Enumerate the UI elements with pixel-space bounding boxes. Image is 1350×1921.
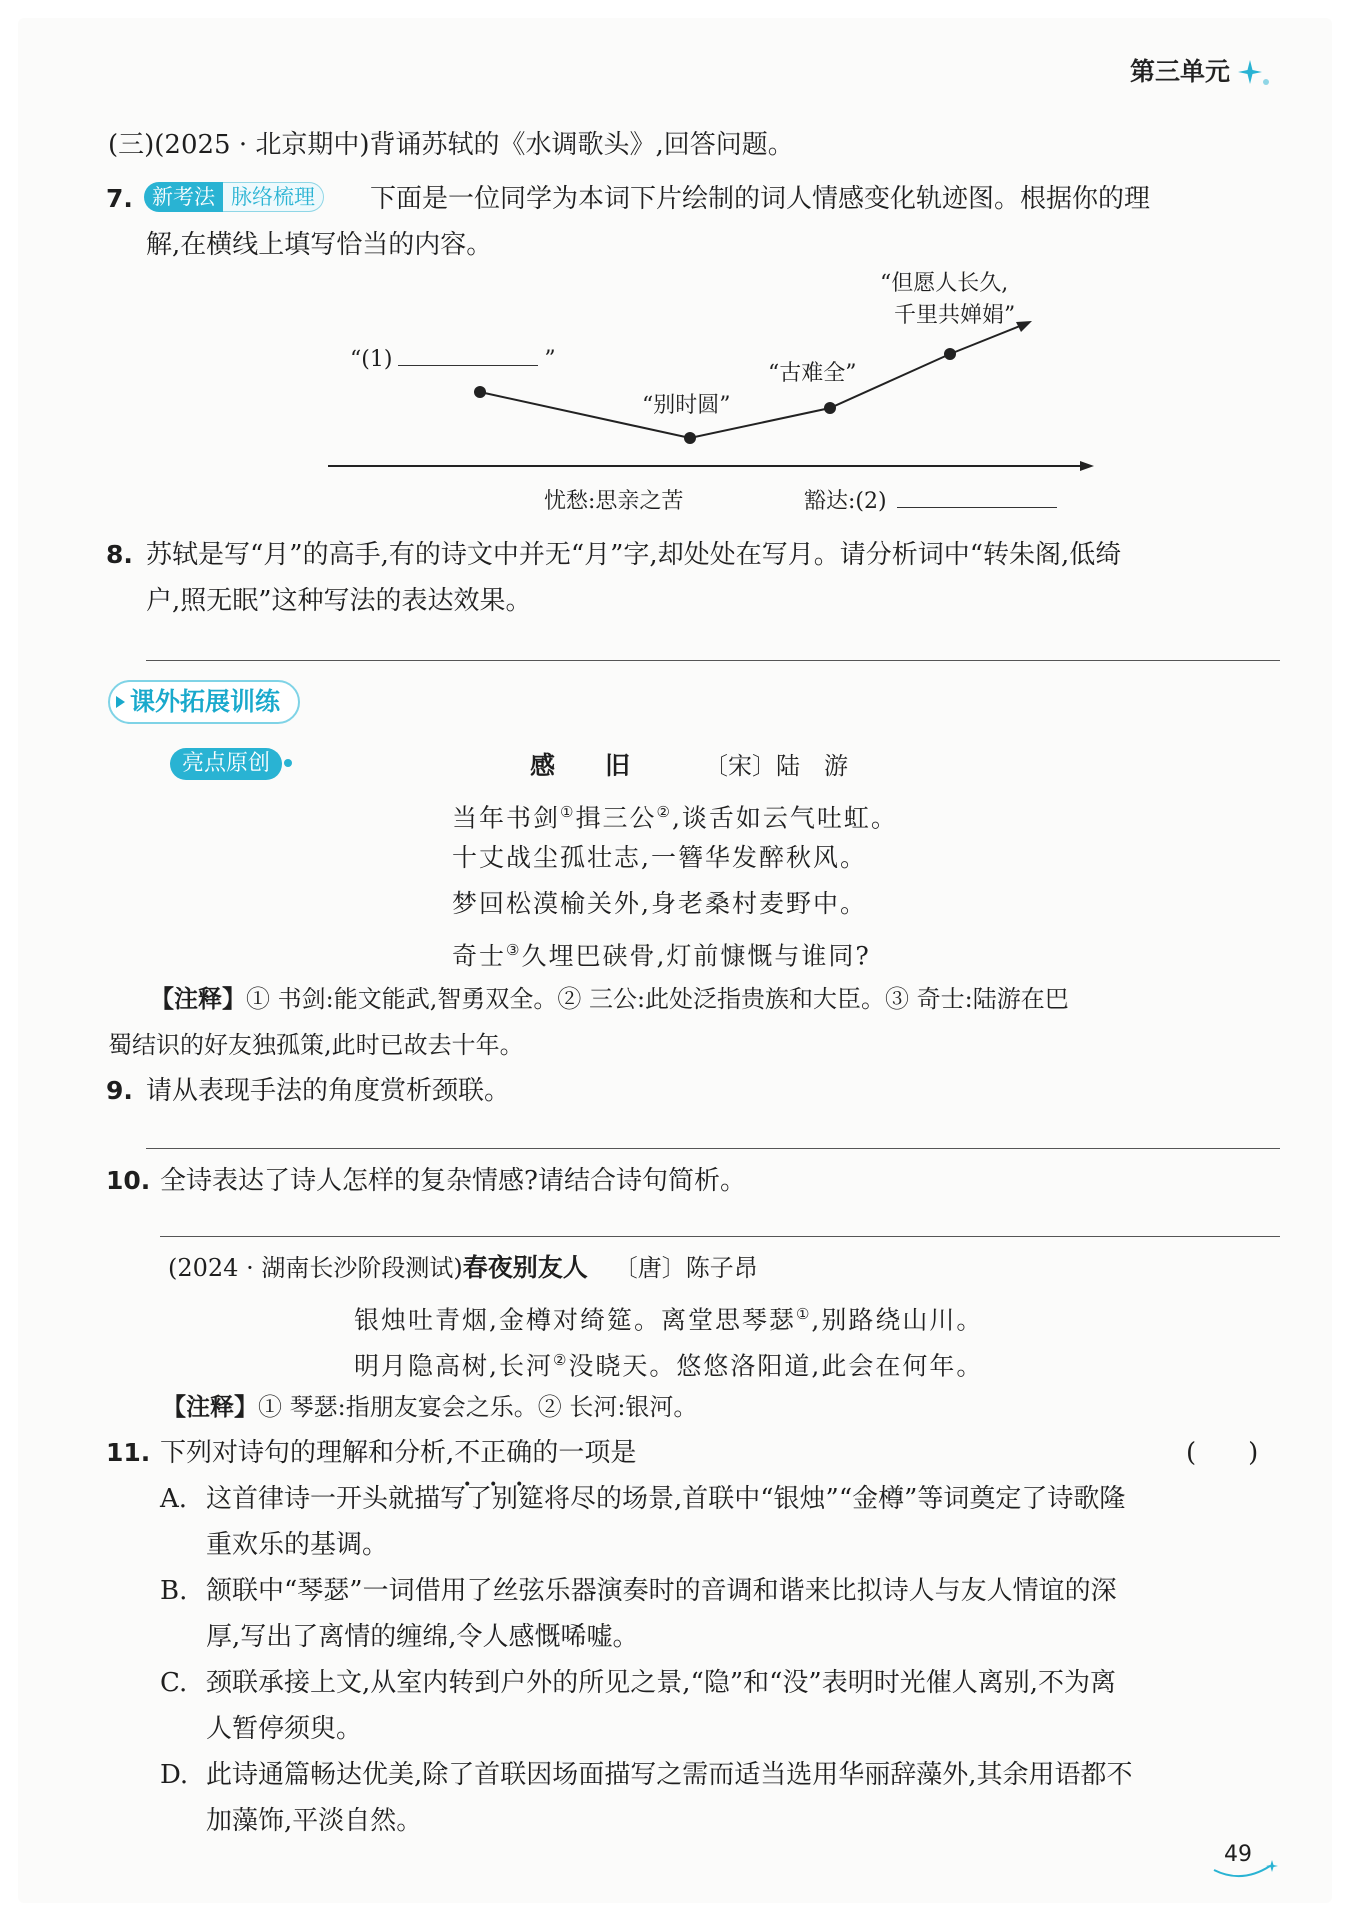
poem-2-notes-text: ① 琴瑟:指朋友宴会之乐。② 长河:银河。 xyxy=(258,1393,698,1421)
tag-context: 脉络梳理 xyxy=(223,182,324,212)
option-c-line1[interactable]: 颈联承接上文,从室内转到户外的所见之景,“隐”和“没”表明时光催人离别,不为离 xyxy=(206,1668,1116,1698)
poem-1-line-4 xyxy=(452,928,871,978)
tag-new-method: 新考法 xyxy=(144,182,223,212)
axis-label-open-minded xyxy=(804,486,1057,518)
option-c-key[interactable]: C. xyxy=(160,1668,188,1698)
poem-2-source: (2024 · 湖南长沙阶段测试) xyxy=(168,1254,463,1282)
answer-line-1[interactable] xyxy=(398,365,538,366)
page-number: 49 xyxy=(1224,1842,1252,1867)
emphasis-char-zheng: 正 xyxy=(480,1438,507,1468)
poem-2-line-2-part-b: 没晓天。悠悠洛阳道,此会在何年。 xyxy=(568,1351,984,1381)
question-8-text-line2: 户,照无眠”这种写法的表达效果。 xyxy=(146,586,532,616)
label-dan-yuan-1: “但愿人长久, xyxy=(880,271,1009,296)
option-b-line2[interactable]: 厚,写出了离情的缠绵,令人感慨唏嘘。 xyxy=(206,1622,639,1652)
highlight-original-pill: 亮点原创 xyxy=(170,748,282,780)
footnote-mark-1: ① xyxy=(560,803,576,821)
poem-1-line-1-part-c: ,谈舌如云气吐虹。 xyxy=(671,803,898,833)
diagram-blank-1 xyxy=(350,344,556,376)
poem-2-footnote-mark-2: ② xyxy=(552,1351,569,1369)
poem-1-notes-line1 xyxy=(150,976,1069,1022)
question-7-text-line2: 解,在横线上填写恰当的内容。 xyxy=(146,230,493,260)
option-b-key[interactable]: B. xyxy=(160,1576,188,1606)
blank-1-close-quote: ” xyxy=(544,347,556,372)
option-c-line2[interactable]: 人暂停须臾。 xyxy=(206,1714,363,1744)
poem-1-line-4-part-b: 久埋巴硖骨,灯前慷慨与谁同? xyxy=(521,941,871,971)
poem-2-line-2 xyxy=(354,1338,983,1388)
option-a-line2[interactable]: 重欢乐的基调。 xyxy=(206,1530,389,1560)
answer-line-2[interactable] xyxy=(897,507,1057,508)
poem-1-line-3: 梦回松漠榆关外,身老桑村麦野中。 xyxy=(452,889,867,918)
axis-label-open-minded-text: 豁达:(2) xyxy=(804,489,887,514)
question-number-9: 9. xyxy=(106,1076,133,1105)
blank-1-open-quote: “(1) xyxy=(350,347,393,372)
poem-1-line-1-part-a: 当年书剑 xyxy=(452,803,561,833)
option-d-key[interactable]: D. xyxy=(160,1760,189,1790)
label-bie-shi-yuan: “别时圆” xyxy=(642,393,731,418)
poem-1-title: 感 旧 xyxy=(530,751,631,780)
poem-2-line-2-part-a: 明月隐高树,长河 xyxy=(354,1351,553,1381)
poem-2-line-1 xyxy=(354,1292,983,1342)
notes-label: 【注释】 xyxy=(150,985,246,1013)
poem-1-line-1-part-b: 揖三公 xyxy=(575,803,657,833)
poem-2-heading xyxy=(168,1246,758,1290)
question-7-text-line1: 下面是一位同学为本词下片绘制的词人情感变化轨迹图。根据你的理 xyxy=(370,184,1151,214)
notes-text-1: ① 书剑:能文能武,智勇双全。② 三公:此处泛指贵族和大臣。③ 奇士:陆游在巴 xyxy=(246,985,1069,1013)
emphasis-char-que: 确 xyxy=(506,1438,533,1468)
poem-2-line-1-part-a: 银烛吐青烟,金樽对绮筵。离堂思琴瑟 xyxy=(354,1305,796,1335)
poem-1-line-2: 十丈战尘孤壮志,一簪华发醉秋风。 xyxy=(452,843,867,872)
answer-line-q10[interactable] xyxy=(160,1236,1280,1237)
question-number-11: 11. xyxy=(106,1438,151,1467)
answer-line-q9[interactable] xyxy=(146,1148,1280,1149)
poem-2-footnote-mark-1: ① xyxy=(795,1305,812,1323)
emphasis-char-bu: 不 xyxy=(454,1438,481,1468)
question-11-stem xyxy=(160,1430,636,1476)
section-intro: (三)(2025 · 北京期中)背诵苏轼的《水调歌头》,回答问题。 xyxy=(108,130,794,160)
question-number-10: 10. xyxy=(106,1166,151,1195)
question-11-stem-a: 下列对诗句的理解和分析, xyxy=(160,1438,455,1468)
option-b-line1[interactable]: 颔联中“琴瑟”一词借用了丝弦乐器演奏时的音调和谐来比拟诗人与友人情谊的深 xyxy=(206,1576,1117,1606)
unit-title: 第三单元 xyxy=(1130,57,1231,86)
question-11-stem-b: 的一项是 xyxy=(532,1438,637,1468)
question-10-text: 全诗表达了诗人怎样的复杂情感?请结合诗句简析。 xyxy=(160,1166,746,1196)
poem-1-notes-line2: 蜀结识的好友独孤策,此时已故去十年。 xyxy=(108,1031,524,1059)
poem-1-line-1 xyxy=(452,790,898,840)
poem-2-line-1-part-b: ,别路绕山川。 xyxy=(811,1305,984,1335)
question-9-text: 请从表现手法的角度赏析颈联。 xyxy=(146,1076,511,1106)
footnote-mark-2: ② xyxy=(656,803,672,821)
answer-line-q8[interactable] xyxy=(146,660,1280,661)
option-a-key[interactable]: A. xyxy=(160,1484,188,1514)
poem-2-notes xyxy=(162,1384,697,1430)
option-a-line1[interactable]: 这首律诗一开头就描写了别筵将尽的场景,首联中“银烛”“金樽”等词奠定了诗歌隆 xyxy=(206,1484,1126,1514)
poem-2-title: 春夜别友人 xyxy=(462,1253,588,1282)
section-banner-extension: 课外拓展训练 xyxy=(108,680,300,724)
label-dan-yuan-2: 千里共婵娟” xyxy=(894,303,1016,328)
question-number-8: 8. xyxy=(106,540,133,569)
question-8-text-line1: 苏轼是写“月”的高手,有的诗文中并无“月”字,却处处在写月。请分析词中“转朱阁,低绮 xyxy=(146,540,1122,570)
question-number-7: 7. xyxy=(106,184,133,213)
option-d-line2[interactable]: 加藻饰,平淡自然。 xyxy=(206,1806,423,1836)
poem-2-author: 〔唐〕陈子昂 xyxy=(613,1254,758,1282)
footnote-mark-3: ③ xyxy=(506,941,522,959)
poem-2-notes-label: 【注释】 xyxy=(162,1393,258,1421)
label-gu-nan-quan: “古难全” xyxy=(768,361,857,386)
axis-label-worry: 忧愁:思亲之苦 xyxy=(544,489,684,514)
emotion-trajectory-diagram xyxy=(0,0,1350,540)
poem-1-author: 〔宋〕陆 游 xyxy=(704,752,848,780)
option-d-line1[interactable]: 此诗通篇畅达优美,除了首联因场面描写之需而适当选用华丽辞藻外,其余用语都不 xyxy=(206,1760,1133,1790)
answer-bracket[interactable]: ( ) xyxy=(1186,1438,1259,1468)
poem-1-line-4-part-a: 奇士 xyxy=(452,941,507,971)
